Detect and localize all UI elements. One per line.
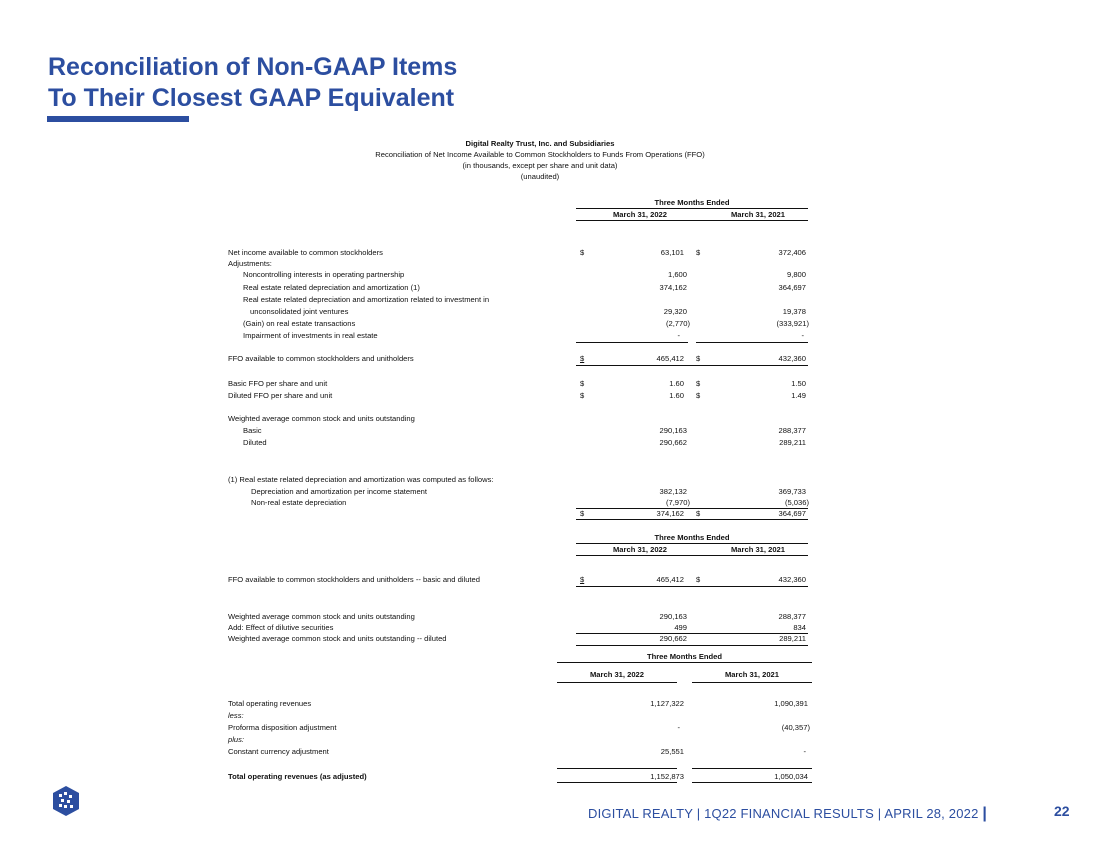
re-dep-label: Real estate related depreciation and amortization (1) [243,283,420,292]
total-rev-2022: 1,127,322 [650,699,684,708]
non-re-dep-2021: (5,036) [784,498,809,507]
total-rule [576,519,808,520]
period-rule-3 [557,662,812,663]
wavg-diluted-label: Weighted average common stock and units outstanding -- diluted [228,634,447,643]
basic-ffo-label: Basic FFO per share and unit [228,379,328,388]
currency-symbol: $ [580,391,585,400]
wavg2-label: Weighted average common stock and units outstanding [228,612,415,621]
note-total-2022: 374,162 [656,509,684,518]
re-dep-jv-label-1: Real estate related depreciation and amortization related to investment in [243,295,490,304]
total-rev-label: Total operating revenues [228,699,312,708]
diluted-2021: 289,211 [779,438,806,447]
wavg2-2021: 288,377 [778,612,806,621]
total-adj-label: Total operating revenues (as adjusted) [228,772,367,781]
dep-is-label: Depreciation and amortization per income statement [251,487,428,496]
ffo-total-2021: 432,360 [778,354,806,363]
period-header-2: Three Months Ended [654,533,730,542]
ffo-bd-2021: 432,360 [778,575,806,584]
adjustments-label: Adjustments: [228,259,272,268]
col-2022-header-2: March 31, 2022 [612,545,668,554]
net-income-2022: 63,101 [660,248,684,257]
re-dep-2022: 374,162 [659,283,687,292]
diluted-label: Diluted [243,438,267,447]
basic-2021: 288,377 [778,426,806,435]
subtotal-rule [696,342,808,343]
diluted-ffo-label: Diluted FFO per share and unit [228,391,333,400]
period-rule [576,208,808,209]
nci-label: Noncontrolling interests in operating partnership [243,270,405,279]
nci-2022: 1,600 [667,270,687,279]
re-dep-jv-label-2: unconsolidated joint ventures [250,307,349,316]
cc-adj-2021: - [803,747,806,756]
total-adj-2021: 1,050,034 [774,772,808,781]
basic-ffo-2021: 1.50 [791,379,806,388]
currency-symbol: $ [580,248,585,257]
title-underline [47,116,189,122]
title-line-1: Reconciliation of Non-GAAP Items [48,53,458,81]
subtotal-rule [692,768,812,769]
col-header-rule-3 [692,682,812,683]
currency-symbol: $ [696,354,701,363]
currency-symbol: $ [696,575,701,584]
cc-adj-2022: 25,551 [660,747,684,756]
subtotal-rule [557,768,677,769]
proforma-2021: (40,357) [781,723,810,732]
col-2022-header: March 31, 2022 [612,210,668,219]
digital-realty-logo-icon [50,785,82,817]
note-total-2021: 364,697 [778,509,806,518]
col-2021-header: March 31, 2021 [730,210,786,219]
basic-2022: 290,163 [659,426,687,435]
period-header-3: Three Months Ended [646,652,723,661]
total-rule [692,782,812,783]
gain-2021: (333,921) [776,319,809,328]
ffo-bd-label: FFO available to common stockholders and unitholders -- basic and diluted [228,575,480,584]
col-header-rule-3 [557,682,677,683]
wavg-label: Weighted average common stock and units outstanding [228,414,415,423]
col-header-rule [576,220,808,221]
footer-label: DIGITAL REALTY | 1Q22 FINANCIAL RESULTS | APRIL 28, 2022 [588,806,979,821]
ffo-total-2022: 465,412 [656,354,684,363]
dep-is-2021: 369,733 [778,487,806,496]
non-re-dep-label: Non-real estate depreciation [251,498,347,507]
total-rule [576,586,808,587]
dilutive-label: Add: Effect of dilutive securities [228,623,334,632]
re-dep-jv-2022: 29,320 [663,307,687,316]
impairment-2021: - [801,331,804,340]
basic-ffo-2022: 1.60 [669,379,684,388]
col-2021-header-2: March 31, 2021 [730,545,786,554]
currency-symbol: $ [580,379,585,388]
report-unaudited: (unaudited) [520,172,560,181]
less-label: less: [228,711,244,720]
currency-symbol: $ [696,509,701,518]
proforma-2022: - [677,723,680,732]
report-subtitle: Reconciliation of Net Income Available to Common Stockholders to Funds From Operations (FFO) [375,150,705,159]
page-title [48,52,457,114]
impairment-2022: - [677,331,680,340]
currency-symbol: $ [696,391,701,400]
wavg-diluted-2021: 289,211 [779,634,806,643]
nci-2021: 9,800 [786,270,806,279]
dilutive-2022: 499 [674,623,687,632]
wavg2-2022: 290,163 [659,612,687,621]
currency-symbol: $ [580,575,585,584]
col-2022-header-3: March 31, 2022 [589,670,645,679]
total-rule [576,645,808,646]
period-rule-2 [576,543,808,544]
currency-symbol: $ [696,379,701,388]
col-header-rule-2 [576,555,808,556]
total-adj-2022: 1,152,873 [650,772,684,781]
report-units: (in thousands, except per share and unit data) [462,161,618,170]
dep-is-2022: 382,132 [659,487,687,496]
total-rule [557,782,677,783]
basic-label: Basic [243,426,262,435]
dilutive-2021: 834 [793,623,806,632]
diluted-ffo-2021: 1.49 [791,391,806,400]
diluted-2022: 290,662 [659,438,687,447]
net-income-2021: 372,406 [778,248,806,257]
period-header: Three Months Ended [654,198,730,207]
wavg-diluted-2022: 290,662 [659,634,687,643]
currency-symbol: $ [580,509,585,518]
ffo-total-label: FFO available to common stockholders and unitholders [228,354,414,363]
col-2021-header-3: March 31, 2021 [724,670,780,679]
re-dep-2021: 364,697 [778,283,806,292]
cc-adj-label: Constant currency adjustment [228,747,329,756]
plus-label: plus: [228,735,245,744]
non-re-dep-2022: (7,970) [665,498,690,507]
total-rev-2021: 1,090,391 [774,699,808,708]
proforma-label: Proforma disposition adjustment [228,723,337,732]
subtotal-rule [576,342,688,343]
net-income-label: Net income available to common stockholders [228,248,383,257]
title-line-2: To Their Closest GAAP Equivalent [48,84,455,112]
footer-text [588,805,987,823]
impairment-label: Impairment of investments in real estate [243,331,378,340]
page-number: 22 [1054,803,1070,819]
footnote-label: (1) Real estate related depreciation and amortization was computed as follows: [228,475,494,484]
total-rule [576,365,808,366]
gain-label: (Gain) on real estate transactions [243,319,356,328]
re-dep-jv-2021: 19,378 [782,307,806,316]
gain-2022: (2,770) [665,319,690,328]
footer-separator: | [982,805,988,822]
company-name: Digital Realty Trust, Inc. and Subsidiaries [465,139,615,148]
ffo-bd-2022: 465,412 [656,575,684,584]
diluted-ffo-2022: 1.60 [669,391,684,400]
currency-symbol: $ [580,354,585,363]
currency-symbol: $ [696,248,701,257]
